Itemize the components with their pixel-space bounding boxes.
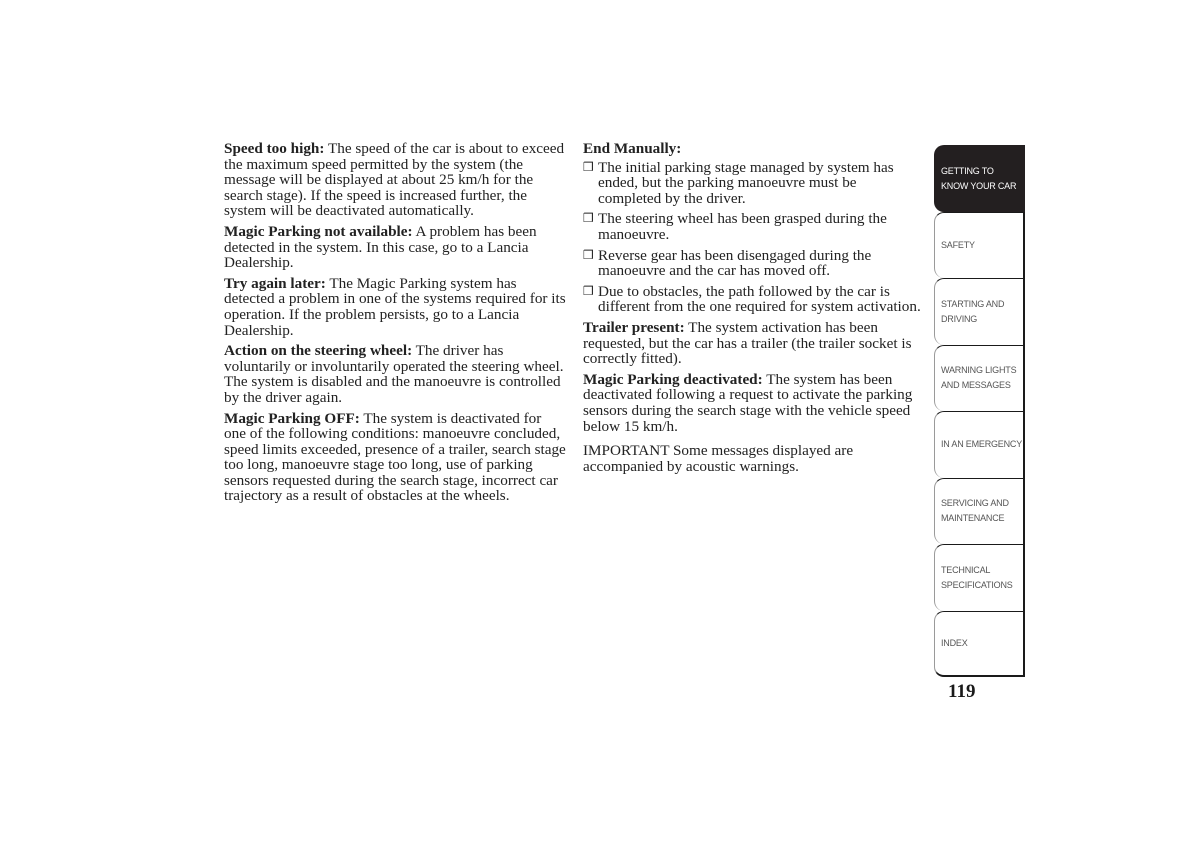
checkbox-bullet-icon: ❒ bbox=[583, 211, 594, 226]
message-not-available bbox=[224, 224, 566, 271]
tab-safety[interactable]: SAFETY bbox=[934, 212, 1025, 279]
term: Try again later: bbox=[224, 274, 326, 292]
description: The Magic Parking system has detected a problem in one of the systems required for its operation. If the problem persists, go to a Lancia Dealership. bbox=[224, 274, 566, 339]
message-action-steering-wheel bbox=[224, 343, 566, 405]
list-item bbox=[583, 248, 921, 279]
tab-in-an-emergency[interactable]: IN AN EMERGENCY bbox=[934, 411, 1025, 478]
term: Speed too high: bbox=[224, 140, 325, 157]
message-try-again-later bbox=[224, 276, 566, 338]
right-column bbox=[583, 141, 921, 479]
important-note: IMPORTANT Some messages displayed are accompanied by acoustic warnings. bbox=[583, 442, 854, 475]
list-item-text: Reverse gear has been disengaged during the manoeuvre and the car has moved off. bbox=[598, 246, 872, 280]
list-item bbox=[583, 284, 921, 315]
tab-index[interactable]: INDEX bbox=[934, 611, 1025, 678]
page-number: 119 bbox=[948, 681, 976, 702]
tab-technical-specifications[interactable]: TECHNICAL SPECIFICATIONS bbox=[934, 544, 1025, 611]
message-trailer-present bbox=[583, 320, 921, 367]
term: Magic Parking not available: bbox=[224, 222, 413, 240]
tab-servicing-and-maintenance[interactable]: SERVICING AND MAINTENANCE bbox=[934, 478, 1025, 545]
description: The speed of the car is about to exceed the maximum speed permitted by the system (the message will be displayed at about 25 km/h for the search stage). If the speed is increased further, the system will be deactivated automatically. bbox=[224, 140, 565, 220]
term: Magic Parking deactivated: bbox=[583, 370, 763, 388]
section-tabs bbox=[934, 145, 1025, 677]
checkbox-bullet-icon: ❒ bbox=[583, 247, 594, 262]
end-manually-heading: End Manually: bbox=[583, 140, 682, 157]
left-column bbox=[224, 141, 566, 509]
message-speed-too-high bbox=[224, 141, 566, 219]
list-item-text: Due to obstacles, the path followed by the car is different from the one required for system activation. bbox=[598, 282, 921, 316]
tab-starting-and-driving[interactable]: STARTING AND DRIVING bbox=[934, 278, 1025, 345]
description: A problem has been detected in the system. In this case, go to a Lancia Dealership. bbox=[224, 222, 537, 272]
term: Trailer present: bbox=[583, 318, 685, 336]
list-item bbox=[583, 160, 921, 207]
tab-getting-to-know-your-car[interactable]: GETTING TO KNOW YOUR CAR bbox=[934, 145, 1025, 212]
end-manually-list bbox=[583, 160, 921, 315]
description: The driver has voluntarily or involuntarily operated the steering wheel. The system is disabled and the manoeuvre is controlled by the driver again. bbox=[224, 342, 564, 406]
message-magic-parking-off bbox=[224, 411, 566, 505]
list-item-text: The steering wheel has been grasped during the manoeuvre. bbox=[598, 210, 887, 243]
term: Magic Parking OFF: bbox=[224, 409, 360, 427]
description: The system activation has been requested, but the car has a trailer (the trailer socket is correctly fitted). bbox=[583, 318, 912, 368]
term: Action on the steering wheel: bbox=[224, 342, 413, 360]
description: The system has been deactivated following a request to activate the parking sensors during the search stage with the vehicle speed below 15 km/h. bbox=[583, 370, 913, 435]
checkbox-bullet-icon: ❒ bbox=[583, 159, 594, 174]
tab-warning-lights-and-messages[interactable]: WARNING LIGHTS AND MESSAGES bbox=[934, 345, 1025, 412]
description: The system is deactivated for one of the following conditions: manoeuvre concluded, speed limits exceeded, presence of a trailer, search stage too long, manoeuvre stage too long, use of parking sensors requested during the search stage, incorrect car trajectory as a result of obstacles at the wheels. bbox=[224, 409, 566, 505]
checkbox-bullet-icon: ❒ bbox=[583, 283, 594, 298]
list-item-text: The initial parking stage managed by system has ended, but the parking manoeuvre must be completed by the driver. bbox=[598, 158, 894, 207]
list-item bbox=[583, 211, 921, 242]
message-magic-parking-deactivated bbox=[583, 372, 921, 434]
